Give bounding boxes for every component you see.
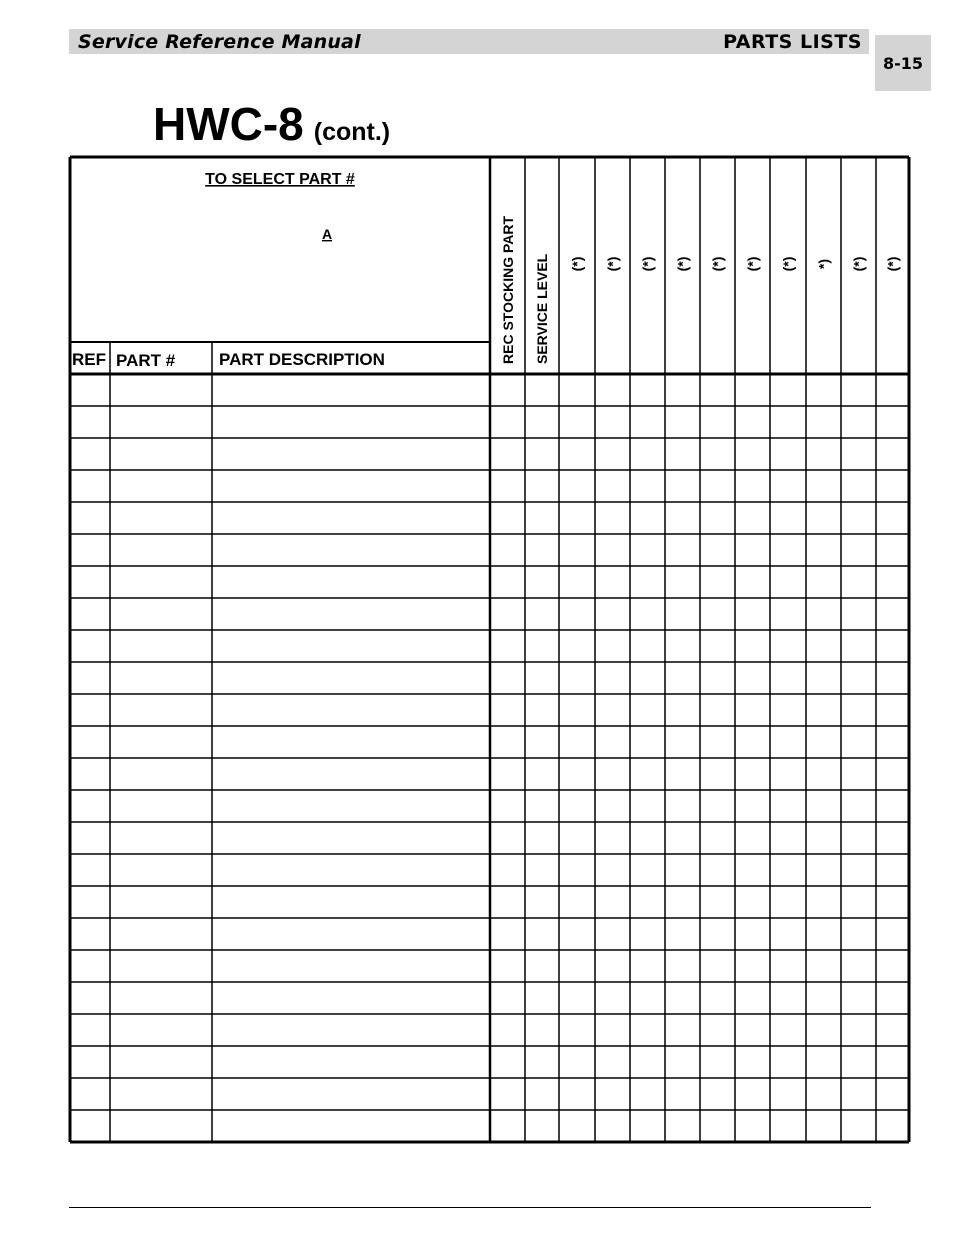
select-marker: A	[321, 226, 333, 242]
model-column-header: (*)	[744, 256, 761, 272]
model-column-header: (*)	[604, 256, 621, 272]
footer-rule	[69, 1207, 871, 1208]
part-number-column-header: PART #	[116, 351, 176, 370]
page-title-sub: (cont.)	[313, 118, 391, 146]
ref-column-header: REF	[72, 350, 106, 369]
model-column-header: (*)	[709, 256, 726, 272]
model-column-header: (*)	[884, 256, 901, 272]
manual-title: Service Reference Manual	[78, 31, 361, 53]
model-column-header: (*)	[569, 256, 585, 272]
page-number-tab: 8-15	[875, 35, 931, 91]
select-part-heading: TO SELECT PART #	[205, 171, 355, 188]
service-level-header: SERVICE LEVEL	[534, 253, 550, 364]
model-column-header: (*)	[780, 256, 796, 272]
page-title-main: HWC-8	[153, 98, 304, 150]
part-description-column-header: PART DESCRIPTION	[219, 350, 385, 369]
rec-stocking-part-header: REC STOCKING PART	[500, 215, 516, 364]
model-column-header: (*)	[850, 256, 867, 272]
model-column-header: (*)	[639, 256, 656, 272]
section-title: PARTS LISTS	[723, 31, 862, 53]
model-column-header: (*)	[674, 256, 691, 272]
model-column-header: *)	[815, 258, 832, 270]
